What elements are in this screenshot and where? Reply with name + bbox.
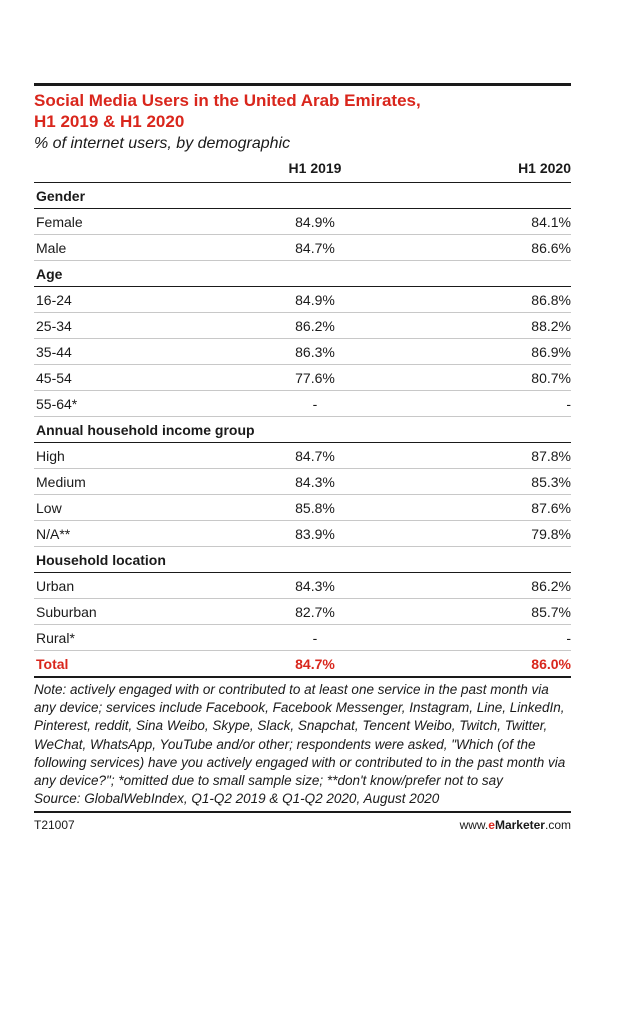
total-row xyxy=(34,651,571,678)
value-h1-2019: 86.2% xyxy=(234,313,396,339)
row-label: Urban xyxy=(34,573,234,599)
value-h1-2019: 83.9% xyxy=(234,521,396,547)
value-h1-2020: 86.9% xyxy=(396,339,571,365)
header-row xyxy=(34,154,571,183)
footer xyxy=(34,818,571,832)
table-row xyxy=(34,599,571,625)
value-h1-2020: 84.1% xyxy=(396,209,571,235)
row-label: 16-24 xyxy=(34,287,234,313)
source-text: Source: GlobalWebIndex, Q1-Q2 2019 & Q1-Q2 2020, August 2020 xyxy=(34,791,440,807)
row-label: High xyxy=(34,443,234,469)
value-h1-2020: - xyxy=(396,625,571,651)
section-header-row xyxy=(34,183,571,209)
value-h1-2019: 84.3% xyxy=(234,573,396,599)
section-label: Annual household income group xyxy=(34,417,571,443)
value-h1-2019: 82.7% xyxy=(234,599,396,625)
section-header-row xyxy=(34,547,571,573)
value-h1-2019: 84.7% xyxy=(234,235,396,261)
value-h1-2020: 86.2% xyxy=(396,573,571,599)
value-h1-2019: - xyxy=(234,391,396,417)
table-body xyxy=(34,183,571,678)
value-h1-2020: 86.6% xyxy=(396,235,571,261)
value-h1-2020: 87.6% xyxy=(396,495,571,521)
value-h1-2020: 79.8% xyxy=(396,521,571,547)
data-table xyxy=(34,154,571,678)
value-h1-2020: 86.8% xyxy=(396,287,571,313)
section-header-row xyxy=(34,417,571,443)
value-h1-2019: 84.9% xyxy=(234,287,396,313)
value-h1-2019: 85.8% xyxy=(234,495,396,521)
table-row xyxy=(34,391,571,417)
row-label: N/A** xyxy=(34,521,234,547)
bottom-rule xyxy=(34,811,571,813)
value-h1-2020: 87.8% xyxy=(396,443,571,469)
table-row xyxy=(34,339,571,365)
chart-id: T21007 xyxy=(34,818,75,833)
chart-subtitle: % of internet users, by demographic xyxy=(34,135,291,152)
table-row xyxy=(34,469,571,495)
value-h1-2019: 86.3% xyxy=(234,339,396,365)
table-row xyxy=(34,235,571,261)
table-row xyxy=(34,365,571,391)
total-h1-2020: 86.0% xyxy=(396,651,571,678)
top-rule xyxy=(34,83,571,86)
value-h1-2020: 85.7% xyxy=(396,599,571,625)
value-h1-2020: 85.3% xyxy=(396,469,571,495)
brand-name: Marketer xyxy=(494,818,545,833)
table-row xyxy=(34,495,571,521)
value-h1-2020: 80.7% xyxy=(396,365,571,391)
section-header-row xyxy=(34,261,571,287)
brand-suffix: .com xyxy=(544,818,571,833)
column-header-h1-2020: H1 2020 xyxy=(396,154,571,183)
value-h1-2019: 84.9% xyxy=(234,209,396,235)
table-row xyxy=(34,625,571,651)
brand-e: e xyxy=(488,818,495,833)
header-blank xyxy=(34,154,234,183)
value-h1-2019: 84.7% xyxy=(234,443,396,469)
row-label: Low xyxy=(34,495,234,521)
table-row xyxy=(34,573,571,599)
brand-prefix: www. xyxy=(459,818,489,833)
row-label: 55-64* xyxy=(34,391,234,417)
row-label: Rural* xyxy=(34,625,234,651)
row-label: 25-34 xyxy=(34,313,234,339)
row-label: 45-54 xyxy=(34,365,234,391)
total-h1-2019: 84.7% xyxy=(234,651,396,678)
table-row xyxy=(34,209,571,235)
chart-container xyxy=(34,83,571,832)
column-header-h1-2019: H1 2019 xyxy=(234,154,396,183)
value-h1-2020: - xyxy=(396,391,571,417)
brand-logo[interactable] xyxy=(460,818,571,832)
title-line-1: Social Media Users in the United Arab Emirates, xyxy=(34,91,421,110)
note-text: Note: actively engaged with or contributed to at least one service in the past month via any device; services include Facebook, Facebook Messenger, Instagram, Line, LinkedIn, Pinterest, reddit, Sina Weibo, Skype, Slack, Snapchat, Tencent Weibo, Twitch, Twitter, WeChat, WhatsApp, YouTube and/or other; respondents were asked, "Which (of the following services) have you actively engaged with or contributed to in the past month via any device?"; *omitted due to small sample size; **don't know/prefer not to say xyxy=(34,682,566,789)
section-label: Age xyxy=(34,261,571,287)
value-h1-2020: 88.2% xyxy=(396,313,571,339)
chart-title xyxy=(34,90,571,132)
row-label: Male xyxy=(34,235,234,261)
table-row xyxy=(34,443,571,469)
row-label: Medium xyxy=(34,469,234,495)
table-row xyxy=(34,313,571,339)
row-label: Female xyxy=(34,209,234,235)
section-label: Gender xyxy=(34,183,571,209)
table-row xyxy=(34,521,571,547)
section-label: Household location xyxy=(34,547,571,573)
value-h1-2019: - xyxy=(234,625,396,651)
total-label: Total xyxy=(34,651,234,678)
value-h1-2019: 84.3% xyxy=(234,469,396,495)
value-h1-2019: 77.6% xyxy=(234,365,396,391)
row-label: Suburban xyxy=(34,599,234,625)
table-row xyxy=(34,287,571,313)
footnote xyxy=(34,681,571,808)
row-label: 35-44 xyxy=(34,339,234,365)
title-line-2: H1 2019 & H1 2020 xyxy=(34,112,185,131)
